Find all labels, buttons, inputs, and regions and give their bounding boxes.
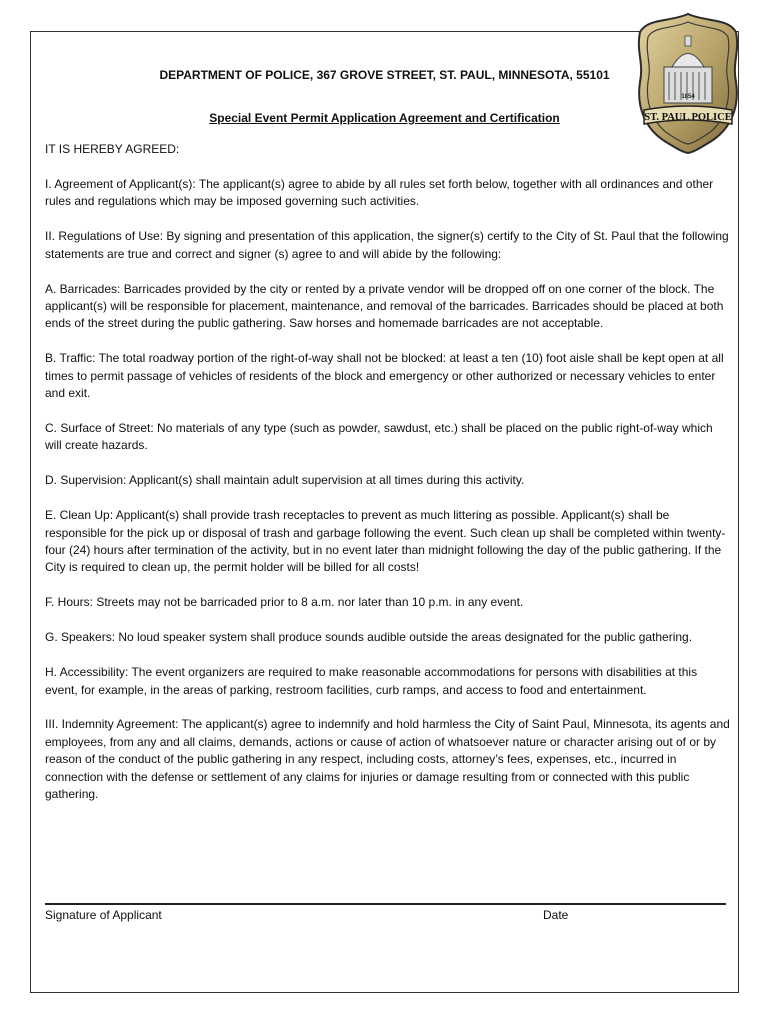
- surface-of-street-paragraph: C. Surface of Street: No materials of any type (such as powder, sawdust, etc.) shall be placed on the public right-of-way which will create hazards.: [45, 420, 713, 453]
- hours-paragraph: F. Hours: Streets may not be barricaded prior to 8 a.m. nor later than 10 p.m. in any event.: [45, 595, 524, 610]
- agreement-of-applicants-paragraph: I. Agreement of Applicant(s): The applicant(s) agree to abide by all rules set forth below, together with all ordinances and other rules and regulations which may be imposed governing such activities.: [45, 176, 714, 209]
- intro-paragraph: IT IS HEREBY AGREED:: [45, 142, 180, 156]
- date-label: Date: [543, 908, 569, 922]
- svg-text:ST. PAUL POLICE: ST. PAUL POLICE: [644, 112, 732, 123]
- department-header: DEPARTMENT OF POLICE, 367 GROVE STREET, ST. PAUL, MINNESOTA, 55101: [159, 68, 610, 82]
- signature-label: Signature of Applicant: [45, 908, 162, 922]
- accessibility-paragraph: H. Accessibility: The event organizers are required to make reasonable accommodations for persons with disabilities at this event, for example, in the areas of parking, restroom facilities, curb ramps, and access to food and entertainment.: [45, 665, 698, 697]
- clean-up-paragraph: E. Clean Up: Applicant(s) shall provide trash receptacles to prevent as much littering as possible. Applicant(s) shall be responsible for the pick up or disposal of trash and garbage following the event. Such clean up shall be completed within twenty-four (24) hours after termination of the activity, but in no event later than midnight following the day of the public gathering. If the City is required to clean up, the permit holder will be billed for all costs!: [45, 508, 726, 575]
- regulations-of-use-paragraph: II. Regulations of Use: By signing and presentation of this application, the signer(s) certify to the City of St. Paul that the following statements are true and correct and signer (s) agree to and will abide by the following:: [45, 229, 729, 261]
- form-title: Special Event Permit Application Agreement and Certification: [209, 111, 560, 125]
- speakers-paragraph: G. Speakers: No loud speaker system shall produce sounds audible outside the areas designated for the public gathering.: [45, 630, 693, 645]
- police-badge-logo: [636, 12, 740, 154]
- traffic-paragraph: B. Traffic: The total roadway portion of the right-of-way shall not be blocked: at least a ten (10) foot aisle shall be kept open at all times to permit passage of vehicles of residents of the block and emergency or other authorized or necessary vehicles to enter and exit.: [45, 351, 724, 401]
- indemnity-agreement-paragraph: III. Indemnity Agreement: The applicant(s) agree to indemnify and hold harmless the City of Saint Paul, Minnesota, its agents and employees, from any and all claims, demands, actions or cause of action of whatsoever nature or character arising out of or by reason of the conduct of the public gathering in any respect, including costs, attorney’s fees, expenses, etc., incurred in connection with the defense or settlement of any claims for injuries or damage resulting from or connected with this public gathering.: [45, 717, 730, 802]
- signature-line[interactable]: [45, 903, 726, 905]
- svg-text:1854: 1854: [681, 94, 695, 100]
- agreement-body: [45, 141, 730, 821]
- barricades-paragraph: A. Barricades: Barricades provided by the city or rented by a private vendor will be dropped off on one corner of the block. The applicant(s) will be responsible for placement, maintenance, and removal of the barricades. Barricades should be placed at both ends of the street during the public gathering. Saw horses and homemade barricades are not acceptable.: [45, 281, 724, 331]
- supervision-paragraph: D. Supervision: Applicant(s) shall maintain adult supervision at all times during this activity.: [45, 473, 525, 488]
